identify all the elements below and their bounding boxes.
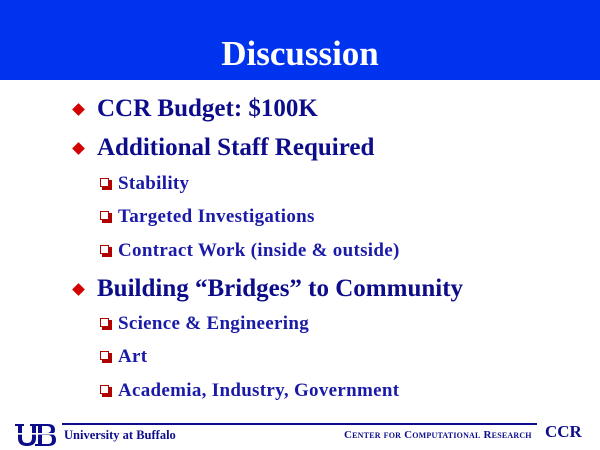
checkbox-bullet-icon (100, 385, 112, 397)
subbullet-text: Science & Engineering (118, 313, 310, 334)
footer-center-name: Center for Computational Research (344, 429, 532, 441)
ub-logo-icon (13, 421, 57, 447)
subbullet-item (100, 379, 399, 403)
checkbox-bullet-icon (100, 318, 112, 330)
subbullet-item (100, 345, 147, 369)
checkbox-bullet-icon (100, 351, 112, 363)
subbullet-text: Art (118, 346, 148, 367)
slide-title: Discussion (221, 34, 379, 73)
checkbox-bullet-icon (100, 178, 112, 190)
subbullet-item (100, 172, 189, 196)
footer-university: University at Buffalo (64, 428, 176, 442)
bullet-text: CCR Budget: $100K (97, 95, 318, 122)
subbullet-item (100, 239, 400, 263)
bullet-item (72, 133, 374, 163)
red-diamond-icon (72, 283, 85, 296)
bullet-text: Building “Bridges” to Community (97, 275, 464, 302)
footer-divider (62, 423, 537, 425)
red-diamond-icon (72, 103, 85, 116)
subbullet-text: Academia, Industry, Government (118, 380, 400, 401)
bullet-item (72, 94, 318, 124)
subbullet-text: Contract Work (inside & outside) (118, 240, 400, 261)
checkbox-bullet-icon (100, 211, 112, 223)
bullet-item (72, 274, 463, 304)
subbullet-item (100, 205, 315, 229)
subbullet-text: Targeted Investigations (118, 206, 315, 227)
subbullet-item (100, 312, 309, 336)
red-diamond-icon (72, 142, 85, 155)
subbullet-text: Stability (118, 173, 190, 194)
checkbox-bullet-icon (100, 245, 112, 257)
footer-ccr: CCR (545, 422, 582, 441)
bullet-text: Additional Staff Required (97, 134, 375, 161)
